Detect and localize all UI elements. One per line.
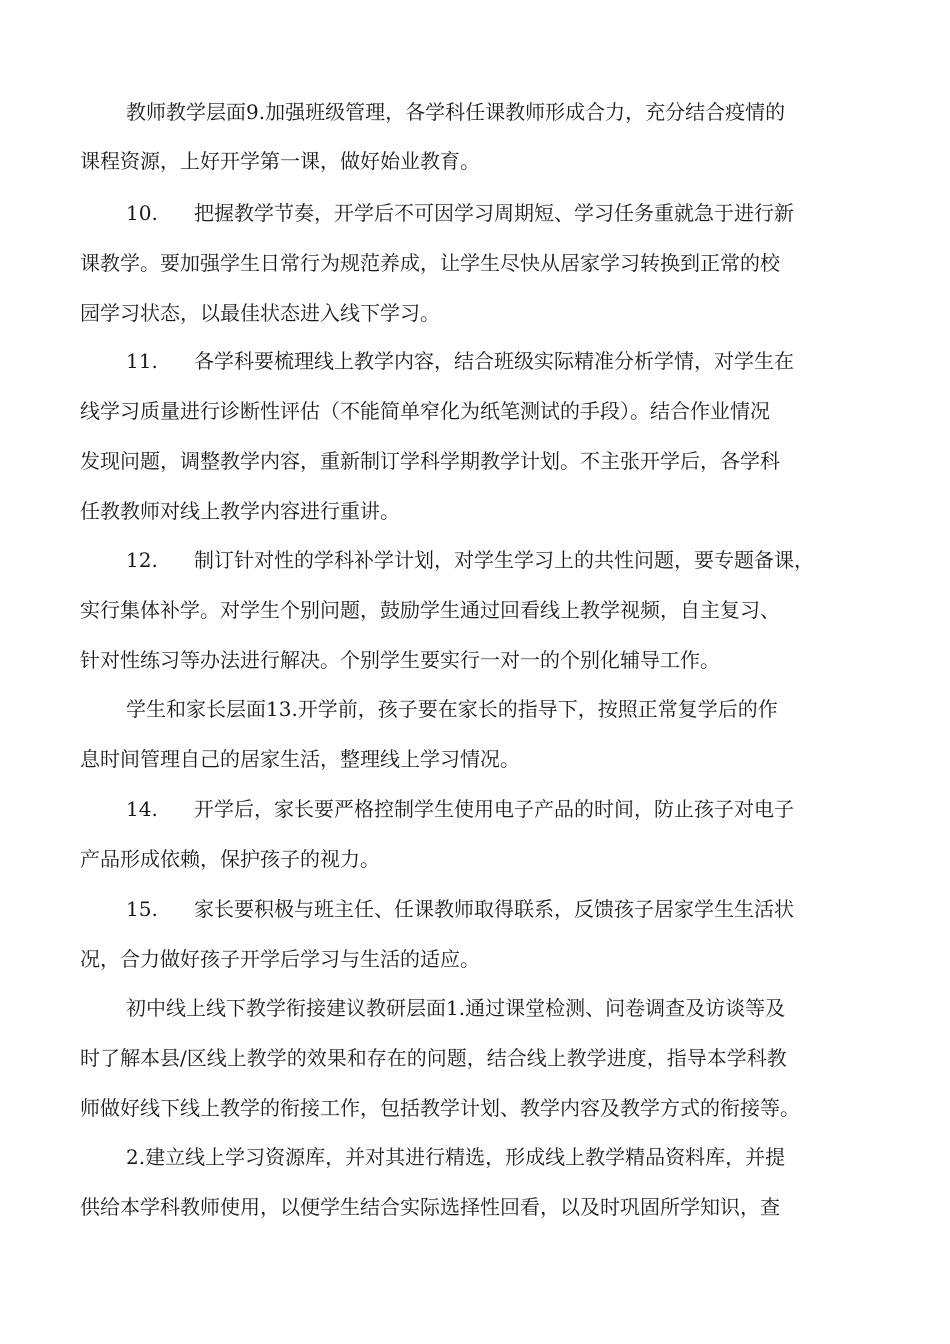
paragraph-line: 任教教师对线上教学内容进行重讲。 xyxy=(80,499,400,523)
paragraph-line: 各学科要梳理线上教学内容，结合班级实际精准分析学情，对学生在 xyxy=(194,349,794,373)
paragraph-line: 2.建立线上学习资源库，并对其进行精选，形成线上教学精品资料库，并提 xyxy=(126,1145,786,1169)
paragraph-first-line xyxy=(126,545,814,575)
paragraph-line: 发现问题，调整教学内容，重新制订学科学期教学计划。不主张开学后，各学科 xyxy=(80,449,780,473)
item-number: 12. xyxy=(126,548,158,572)
paragraph-line: 产品形成依赖，保护孩子的视力。 xyxy=(80,847,380,871)
paragraph-line: 园学习状态，以最佳状态进入线下学习。 xyxy=(80,301,440,325)
item-number: 15. xyxy=(126,897,158,921)
paragraph-line: 课教学。要加强学生日常行为规范养成，让学生尽快从居家学习转换到正常的校 xyxy=(80,251,780,275)
paragraph-first-line xyxy=(126,794,794,824)
paragraph-line: 实行集体补学。对学生个别问题，鼓励学生通过回看线上教学视频，自主复习、 xyxy=(80,598,780,622)
paragraph-line: 制订针对性的学科补学计划，对学生学习上的共性问题，要专题备课， xyxy=(194,548,814,572)
paragraph-line: 时了解本县/区线上教学的效果和存在的问题，结合线上教学进度，指导本学科教 xyxy=(80,1046,787,1070)
paragraph-line: 线学习质量进行诊断性评估（不能简单窄化为纸笔测试的手段）。结合作业情况 xyxy=(80,399,770,423)
item-number: 10. xyxy=(126,201,158,225)
paragraph-first-line xyxy=(126,894,794,924)
paragraph-line: 课程资源，上好开学第一课，做好始业教育。 xyxy=(80,149,480,173)
paragraph-line: 供给本学科教师使用，以便学生结合实际选择性回看，以及时巩固所学知识，查 xyxy=(80,1195,780,1219)
paragraph-line: 开学后，家长要严格控制学生使用电子产品的时间，防止孩子对电子 xyxy=(194,797,794,821)
paragraph-line: 把握教学节奏，开学后不可因学习周期短、学习任务重就急于进行新 xyxy=(194,201,794,225)
paragraph-first-line xyxy=(126,346,794,376)
paragraph-line: 初中线上线下教学衔接建议教研层面1.通过课堂检测、问卷调查及访谈等及 xyxy=(126,996,786,1020)
paragraph-line: 学生和家长层面13.开学前，孩子要在家长的指导下，按照正常复学后的作 xyxy=(126,697,778,721)
paragraph-line: 针对性练习等办法进行解决。个别学生要实行一对一的个别化辅导工作。 xyxy=(80,648,720,672)
paragraph-line: 况，合力做好孩子开学后学习与生活的适应。 xyxy=(80,947,480,971)
item-number: 14. xyxy=(126,797,158,821)
paragraph-line: 教师教学层面9.加强班级管理，各学科任课教师形成合力，充分结合疫情的 xyxy=(126,100,786,124)
paragraph-line: 师做好线下线上教学的衔接工作，包括教学计划、教学内容及教学方式的衔接等。 xyxy=(80,1096,800,1120)
paragraph-line: 家长要积极与班主任、任课教师取得联系，反馈孩子居家学生生活状 xyxy=(194,897,794,921)
item-number: 11. xyxy=(126,349,158,373)
paragraph-first-line xyxy=(126,198,794,228)
paragraph-line: 息时间管理自己的居家生活，整理线上学习情况。 xyxy=(80,747,520,771)
